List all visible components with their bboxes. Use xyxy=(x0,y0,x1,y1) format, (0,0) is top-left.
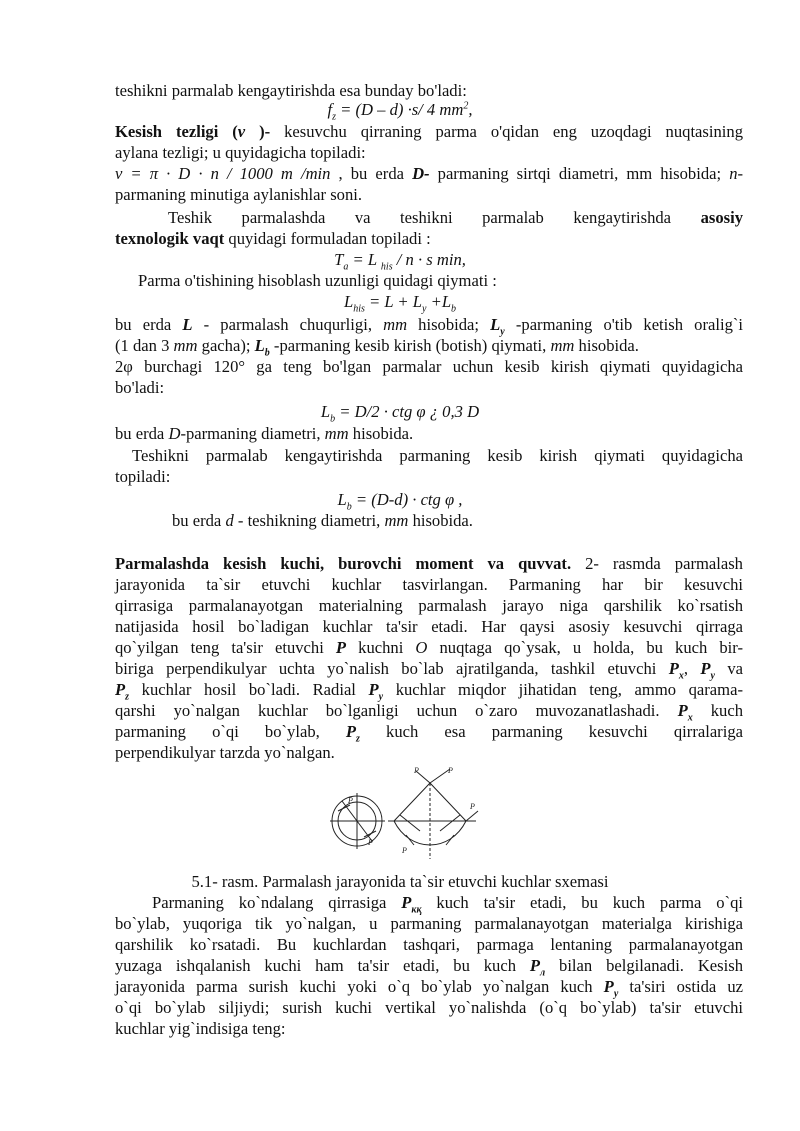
drill-forces-figure xyxy=(330,765,480,867)
text-line: bo'ladi: xyxy=(115,378,165,397)
paragraph-line: (1 dan 3 mm gacha); $L_b$ -parmaning kesib kirish (botish) qiymati, mm hisobida. xyxy=(115,336,639,359)
side-force-arrow xyxy=(466,811,478,821)
text-line: natijasida hosil bo`ladigan kuchlar ta'sir etadi. Har qaysi asosiy kesuvchi qirraga xyxy=(115,617,743,636)
paragraph-line: qo`yilgan teng ta'sir etuvchi P kuchni O nuqtaga qo`ysak, u holda, bu kuch bir- xyxy=(115,638,743,657)
text-line: kuchlar yig`indisiga teng: xyxy=(115,1019,286,1038)
paragraph-line: yuzaga ishqalanish kuchi ham ta'sir etadi, bu kuch $P_л$ bilan belgilanadi. Kesish xyxy=(115,956,743,979)
force-label: P xyxy=(368,838,373,847)
text-line: bo`ylab, yuqoriga tik yo`nalgan, u parmaning parmalanayotgan materialga kirishiga xyxy=(115,914,743,933)
text-line: jarayonida ta`sir etuvchi kuchlar tasvirlangan. Parmaning har bir kesuvchi xyxy=(115,575,743,594)
formula-lhis: $L_{his} = L + L_y +L_b$ xyxy=(343,292,457,315)
text-line: parmaning minutiga aylanishlar soni. xyxy=(115,185,363,204)
paragraph-line: biriga perpendikulyar uchta yo`nalish bo`lab ajratilganda, tashkil etuvchi $P_x$, $P_y$ va xyxy=(115,659,743,682)
force-label: P xyxy=(402,846,407,855)
force-label: P xyxy=(448,766,453,775)
text-line: perpendikulyar tarzda yo`nalgan. xyxy=(115,743,335,762)
figure-caption: 5.1- rasm. Parmalash jarayonida ta`sir etuvchi kuchlar sxemasi xyxy=(191,872,609,891)
paragraph-line: $P_z$ kuchlar hosil bo`ladi. Radial $P_y$ kuchlar miqdor jihatidan teng, ammo qarama- xyxy=(115,680,743,703)
text-line: qirrasiga parmalanayotgan materialning parmalash jarayo niga qarshilik ko`rsatish xyxy=(115,596,743,615)
paragraph-line: parmaning o`qi bo`ylab, $P_z$ kuch esa parmaning kesuvchi qirralariga xyxy=(115,722,743,745)
tip-force-arrows xyxy=(416,769,450,783)
force-label: P xyxy=(470,802,475,811)
text-line: aylana tezligi; u quyidagicha topiladi: xyxy=(115,143,366,162)
formula-lb2: $L_b = (D-d)$ · ctg φ , xyxy=(337,490,463,513)
text-line: topiladi: xyxy=(115,467,171,486)
paragraph-line: bu erda d - teshikning diametri, mm hisobida. xyxy=(172,511,473,530)
text-line: Parma o'tishining hisoblash uzunligi quidagi qiymati : xyxy=(138,271,497,290)
drill-forces-diagram xyxy=(330,765,480,867)
formula-lb: $L_b = D/2$ · ctg φ ¿ 0,3 D xyxy=(320,402,480,425)
force-label: P xyxy=(348,796,353,805)
paragraph-line: bu erda L - parmalash chuqurligi, mm hisobida; $L_y$ -parmaning o'tib ketish oralig`i xyxy=(115,315,743,338)
paragraph-line: qarshi yo`nalgan kuchlar bo`lganligi uchun o`zaro muvozanatlashadi. $P_x$ kuch xyxy=(115,701,743,724)
text-line: Teshikni parmalab kengaytirishda parmaning kesib kirish qiymati quyidagicha xyxy=(132,446,743,465)
formula-fz: $f_z = (D - d) \cdot s/$ 4 $mm^2$, xyxy=(327,100,473,123)
paragraph-line: Parmaning ko`ndalang qirrasiga $P_{кқ}$ kuch ta'sir etadi, bu kuch parma o`qi xyxy=(152,893,743,916)
text-line: 2φ burchagi 120° ga teng bo'lgan parmalar uchun kesib kirish qiymati quyidagicha xyxy=(115,357,743,376)
paragraph-line: jarayonida parma surish kuchi yoki o`q bo`ylab yo`nalgan kuch $P_y$ ta'siri ostida uz xyxy=(115,977,743,1000)
paragraph-line: Teshik parmalashda va teshikni parmalab kengaytirishda asosiy xyxy=(168,208,743,227)
paragraph-line: bu erda D-parmaning diametri, mm hisobida. xyxy=(115,424,414,443)
force-label: P xyxy=(414,766,419,775)
section-heading-line: Parmalashda kesish kuchi, burovchi moment va quvvat. 2- rasmda parmalash xyxy=(115,554,743,573)
formula-ta: $T_a = L$ $_{his}$ / n · s min, xyxy=(334,250,466,273)
text-line: teshikni parmalab kengaytirishda esa bunday bo'ladi: xyxy=(115,81,467,100)
text-line: qarshilik ko`rsatadi. Bu kuchlardan tashqari, parmaga lentaning parmalanayotgan xyxy=(115,935,743,954)
text-line: o`qi bo`ylab siljiydi; surish kuchi vertikal yo`nalishda (o`q bo`ylab) ta'sir etuvchi xyxy=(115,998,743,1017)
paragraph-line: Kesish tezligi (v )- kesuvchu qirraning parma o'qidan eng uzoqdagi nuqtasining xyxy=(115,122,743,141)
paragraph-line: texnologik vaqt quyidagi formuladan topiladi : xyxy=(115,229,431,248)
paragraph-line: v = π · D · n / 1000 m /min , bu erda D- parmaning sirtqi diametri, mm hisobida; n- xyxy=(115,164,744,183)
